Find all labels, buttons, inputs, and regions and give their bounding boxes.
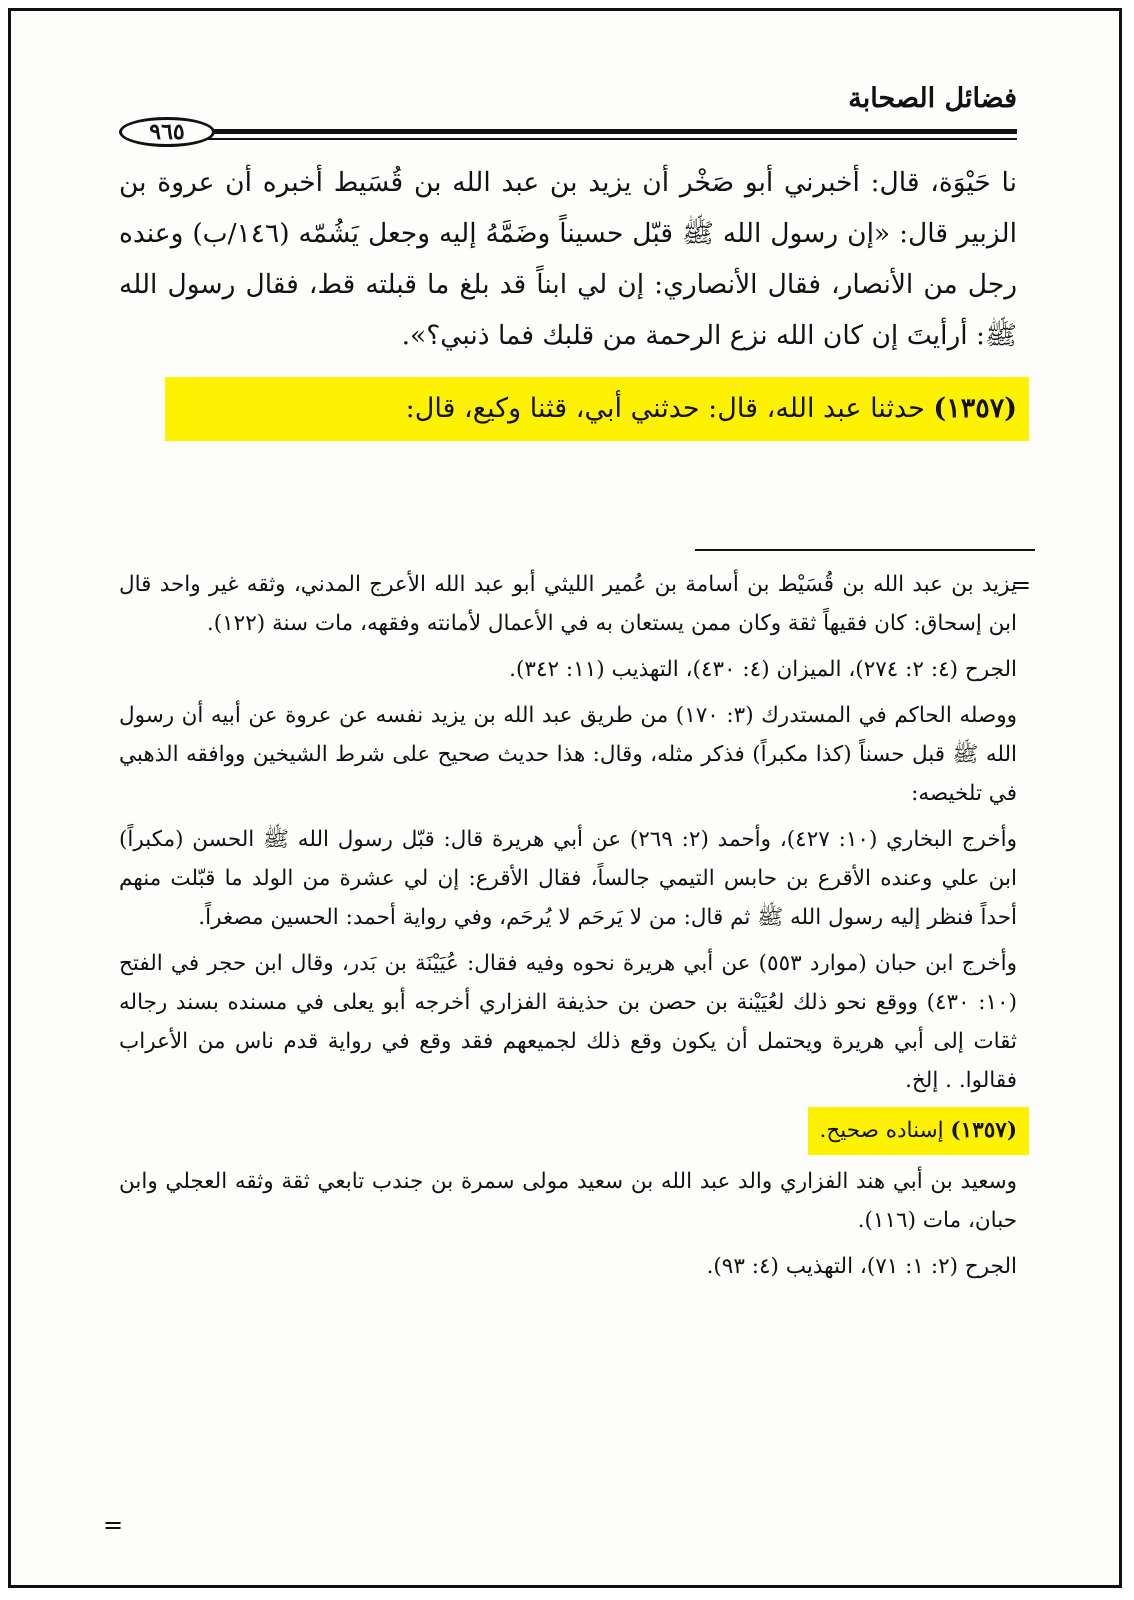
book-page (8, 8, 1122, 1588)
footnote-highlighted-paragraph (119, 1107, 1017, 1155)
footnotes (119, 565, 1017, 1293)
isnad-verdict: إسناده صحيح. (819, 1118, 944, 1143)
footnote-continuation-mark-top: = (1011, 571, 1032, 599)
footnote-paragraph: يزيد بن عبد الله بن قُسَيْط بن أسامة بن عُمير الليثي أبو عبد الله الأعرج المدني، وثقه غير واحد قال ابن إسحاق: كان فقيهاً ثقة وكان ممن يستعان به في الأعمال لأمانته وفقهه، مات سنة (١٢٢). (119, 572, 1017, 636)
footnote-continuation-mark-bottom: = (103, 1511, 124, 1539)
page-header (119, 83, 1017, 143)
footnote-paragraph: الجرح (٢: ١: ٧١)، التهذيب (٤: ٩٣). (706, 1254, 1017, 1279)
page-number: ٩٦٥ (119, 117, 215, 147)
footnote-paragraph: وأخرج ابن حبان (موارد ٥٥٣) عن أبي هريرة نحوه وفيه فقال: عُيَيْنَة بن بَدر، وقال ابن حجر في الفتح (١٠: ٤٣٠) ووقع نحو ذلك لعُيَيْنة بن حصن بن حذيفة الفزاري أخرجه أبو يعلى في مسنده بسند رجاله ثقات إلى أبي هريرة ويحتمل أن يكون وقع ذلك لجميعهم فقد وقع في رواية قدم ناس من الأعراب فقالوا. . إلخ. (119, 951, 1018, 1093)
highlighted-isnad-note (808, 1107, 1029, 1155)
hadith-number: (١٣٥٧) (933, 393, 1017, 424)
main-text (119, 157, 1017, 441)
footnote-paragraph: وأخرج البخاري (١٠: ٤٢٧)، وأحمد (٢: ٢٦٩) عن أبي هريرة قال: قبّل رسول الله ﷺ الحسن (مكبراً) ابن علي وعنده الأقرع بن حابس التيمي جالساً، فقال الأقرع: إن لي عشرة من الولد ما قبّلت منهم أحداً فنظر إليه رسول الله ﷺ ثم قال: من لا يَرحَم لا يُرحَم، وفي رواية أحمد: الحسين مصغراً. (119, 827, 1018, 930)
footnote-separator (695, 549, 1035, 551)
footnote-paragraph: ووصله الحاكم في المستدرك (٣: ١٧٠) من طريق عبد الله بن يزيد نفسه عن عروة عن أبيه أن رسول الله ﷺ قبل حسناً (كذا مكبراً) فذكر مثله، وقال: هذا حديث صحيح على شرط الشيخين ووافقه الذهبي في تلخيصه: (119, 703, 1017, 806)
header-rule-thick (207, 129, 1017, 134)
hadith-chain-text: حدثنا عبد الله، قال: حدثني أبي، قثنا وكيع، قال: (405, 393, 925, 424)
header-rule-thin (207, 138, 1017, 140)
footnote-hadith-number: (١٣٥٧) (950, 1118, 1017, 1143)
highlighted-hadith-chain (165, 377, 1029, 441)
main-paragraph: نا حَيْوَة، قال: أخبرني أبو صَخْر أن يزيد بن عبد الله بن قُسَيط أخبره أن عروة بن الزبير قال: «إن رسول الله ﷺ قبّل حسيناً وضَمَّهُ إليه وجعل يَشُمّه (١٤٦/ب) وعنده رجل من الأنصار، فقال الأنصاري: إن لي ابناً قد بلغ ما قبلته قط، فقال رسول الله ﷺ: أرأيتَ إن كان الله نزع الرحمة من قلبك فما ذنبي؟». (119, 167, 1018, 351)
running-title: فضائل الصحابة (848, 83, 1017, 114)
highlighted-row (119, 377, 1017, 441)
footnote-paragraph: وسعيد بن أبي هند الفزاري والد عبد الله بن سعيد مولى سمرة بن جندب تابعي ثقة وثقه العجلي وابن حبان، مات (١١٦). (119, 1169, 1017, 1233)
footnote-paragraph: الجرح (٤: ٢: ٢٧٤)، الميزان (٤: ٤٣٠)، التهذيب (١١: ٣٤٢). (509, 657, 1017, 682)
